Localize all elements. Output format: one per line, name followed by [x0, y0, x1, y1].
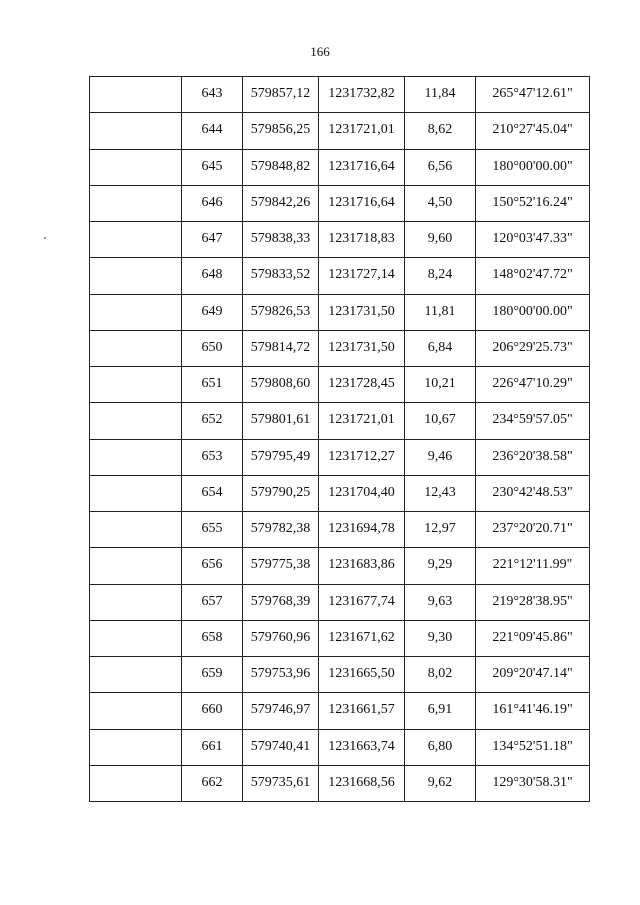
- coordinates-table-body: [90, 77, 590, 802]
- y-coordinate-cell: 1231683,86: [319, 548, 405, 584]
- blank-cell: [90, 367, 182, 403]
- point-number-cell: 661: [182, 729, 243, 765]
- blank-cell: [90, 548, 182, 584]
- segment-length-cell: 6,91: [405, 693, 476, 729]
- x-coordinate-cell: 579826,53: [243, 294, 319, 330]
- table-row: [90, 584, 590, 620]
- table-row: [90, 512, 590, 548]
- direction-angle-cell: 234°59'57.05": [476, 403, 590, 439]
- direction-angle-cell: 237°20'20.71": [476, 512, 590, 548]
- x-coordinate-cell: 579808,60: [243, 367, 319, 403]
- blank-cell: [90, 149, 182, 185]
- point-number-cell: 653: [182, 439, 243, 475]
- y-coordinate-cell: 1231731,50: [319, 330, 405, 366]
- y-coordinate-cell: 1231661,57: [319, 693, 405, 729]
- x-coordinate-cell: 579760,96: [243, 620, 319, 656]
- blank-cell: [90, 222, 182, 258]
- direction-angle-cell: 221°09'45.86": [476, 620, 590, 656]
- x-coordinate-cell: 579735,61: [243, 765, 319, 801]
- direction-angle-cell: 180°00'00.00": [476, 149, 590, 185]
- y-coordinate-cell: 1231731,50: [319, 294, 405, 330]
- table-row: [90, 439, 590, 475]
- y-coordinate-cell: 1231728,45: [319, 367, 405, 403]
- blank-cell: [90, 185, 182, 221]
- blank-cell: [90, 403, 182, 439]
- direction-angle-cell: 129°30'58.31": [476, 765, 590, 801]
- segment-length-cell: 11,84: [405, 77, 476, 113]
- y-coordinate-cell: 1231677,74: [319, 584, 405, 620]
- segment-length-cell: 12,43: [405, 475, 476, 511]
- x-coordinate-cell: 579801,61: [243, 403, 319, 439]
- point-number-cell: 643: [182, 77, 243, 113]
- table-row: [90, 185, 590, 221]
- segment-length-cell: 9,62: [405, 765, 476, 801]
- point-number-cell: 660: [182, 693, 243, 729]
- segment-length-cell: 10,21: [405, 367, 476, 403]
- point-number-cell: 654: [182, 475, 243, 511]
- blank-cell: [90, 475, 182, 511]
- point-number-cell: 649: [182, 294, 243, 330]
- y-coordinate-cell: 1231665,50: [319, 657, 405, 693]
- x-coordinate-cell: 579833,52: [243, 258, 319, 294]
- segment-length-cell: 6,56: [405, 149, 476, 185]
- table-row: [90, 330, 590, 366]
- point-number-cell: 651: [182, 367, 243, 403]
- blank-cell: [90, 512, 182, 548]
- direction-angle-cell: 150°52'16.24": [476, 185, 590, 221]
- segment-length-cell: 8,24: [405, 258, 476, 294]
- direction-angle-cell: 120°03'47.33": [476, 222, 590, 258]
- blank-cell: [90, 693, 182, 729]
- table-row: [90, 548, 590, 584]
- y-coordinate-cell: 1231718,83: [319, 222, 405, 258]
- x-coordinate-cell: 579782,38: [243, 512, 319, 548]
- direction-angle-cell: 209°20'47.14": [476, 657, 590, 693]
- direction-angle-cell: 180°00'00.00": [476, 294, 590, 330]
- direction-angle-cell: 161°41'46.19": [476, 693, 590, 729]
- x-coordinate-cell: 579746,97: [243, 693, 319, 729]
- table-row: [90, 367, 590, 403]
- y-coordinate-cell: 1231721,01: [319, 403, 405, 439]
- table-row: [90, 620, 590, 656]
- blank-cell: [90, 294, 182, 330]
- segment-length-cell: 9,60: [405, 222, 476, 258]
- point-number-cell: 655: [182, 512, 243, 548]
- point-number-cell: 652: [182, 403, 243, 439]
- segment-length-cell: 6,84: [405, 330, 476, 366]
- table-row: [90, 765, 590, 801]
- table-row: [90, 113, 590, 149]
- y-coordinate-cell: 1231704,40: [319, 475, 405, 511]
- point-number-cell: 648: [182, 258, 243, 294]
- segment-length-cell: 9,30: [405, 620, 476, 656]
- blank-cell: [90, 113, 182, 149]
- x-coordinate-cell: 579795,49: [243, 439, 319, 475]
- table-row: [90, 222, 590, 258]
- y-coordinate-cell: 1231694,78: [319, 512, 405, 548]
- blank-cell: [90, 439, 182, 475]
- direction-angle-cell: 219°28'38.95": [476, 584, 590, 620]
- blank-cell: [90, 620, 182, 656]
- point-number-cell: 644: [182, 113, 243, 149]
- table-row: [90, 475, 590, 511]
- table-row: [90, 693, 590, 729]
- page-number: 166: [310, 44, 330, 59]
- direction-angle-cell: 265°47'12.61": [476, 77, 590, 113]
- table-row: [90, 149, 590, 185]
- segment-length-cell: 6,80: [405, 729, 476, 765]
- blank-cell: [90, 729, 182, 765]
- y-coordinate-cell: 1231727,14: [319, 258, 405, 294]
- x-coordinate-cell: 579842,26: [243, 185, 319, 221]
- table-row: [90, 258, 590, 294]
- direction-angle-cell: 226°47'10.29": [476, 367, 590, 403]
- coordinates-table: [89, 76, 590, 802]
- point-number-cell: 659: [182, 657, 243, 693]
- y-coordinate-cell: 1231663,74: [319, 729, 405, 765]
- direction-angle-cell: 236°20'38.58": [476, 439, 590, 475]
- blank-cell: [90, 584, 182, 620]
- blank-cell: [90, 77, 182, 113]
- x-coordinate-cell: 579856,25: [243, 113, 319, 149]
- x-coordinate-cell: 579857,12: [243, 77, 319, 113]
- segment-length-cell: 10,67: [405, 403, 476, 439]
- direction-angle-cell: 221°12'11.99": [476, 548, 590, 584]
- y-coordinate-cell: 1231716,64: [319, 185, 405, 221]
- x-coordinate-cell: 579814,72: [243, 330, 319, 366]
- scan-speck: [44, 237, 46, 239]
- y-coordinate-cell: 1231721,01: [319, 113, 405, 149]
- point-number-cell: 657: [182, 584, 243, 620]
- x-coordinate-cell: 579740,41: [243, 729, 319, 765]
- point-number-cell: 645: [182, 149, 243, 185]
- point-number-cell: 658: [182, 620, 243, 656]
- segment-length-cell: 12,97: [405, 512, 476, 548]
- table-row: [90, 729, 590, 765]
- segment-length-cell: 9,29: [405, 548, 476, 584]
- segment-length-cell: 8,62: [405, 113, 476, 149]
- segment-length-cell: 9,46: [405, 439, 476, 475]
- blank-cell: [90, 765, 182, 801]
- point-number-cell: 656: [182, 548, 243, 584]
- blank-cell: [90, 657, 182, 693]
- point-number-cell: 646: [182, 185, 243, 221]
- direction-angle-cell: 230°42'48.53": [476, 475, 590, 511]
- y-coordinate-cell: 1231732,82: [319, 77, 405, 113]
- x-coordinate-cell: 579838,33: [243, 222, 319, 258]
- table-row: [90, 403, 590, 439]
- x-coordinate-cell: 579848,82: [243, 149, 319, 185]
- point-number-cell: 662: [182, 765, 243, 801]
- y-coordinate-cell: 1231668,56: [319, 765, 405, 801]
- table-row: [90, 294, 590, 330]
- y-coordinate-cell: 1231671,62: [319, 620, 405, 656]
- y-coordinate-cell: 1231712,27: [319, 439, 405, 475]
- x-coordinate-cell: 579768,39: [243, 584, 319, 620]
- segment-length-cell: 8,02: [405, 657, 476, 693]
- table-row: [90, 657, 590, 693]
- x-coordinate-cell: 579753,96: [243, 657, 319, 693]
- segment-length-cell: 9,63: [405, 584, 476, 620]
- table-row: [90, 77, 590, 113]
- x-coordinate-cell: 579775,38: [243, 548, 319, 584]
- direction-angle-cell: 134°52'51.18": [476, 729, 590, 765]
- y-coordinate-cell: 1231716,64: [319, 149, 405, 185]
- point-number-cell: 647: [182, 222, 243, 258]
- point-number-cell: 650: [182, 330, 243, 366]
- direction-angle-cell: 206°29'25.73": [476, 330, 590, 366]
- blank-cell: [90, 258, 182, 294]
- direction-angle-cell: 148°02'47.72": [476, 258, 590, 294]
- segment-length-cell: 4,50: [405, 185, 476, 221]
- blank-cell: [90, 330, 182, 366]
- direction-angle-cell: 210°27'45.04": [476, 113, 590, 149]
- x-coordinate-cell: 579790,25: [243, 475, 319, 511]
- segment-length-cell: 11,81: [405, 294, 476, 330]
